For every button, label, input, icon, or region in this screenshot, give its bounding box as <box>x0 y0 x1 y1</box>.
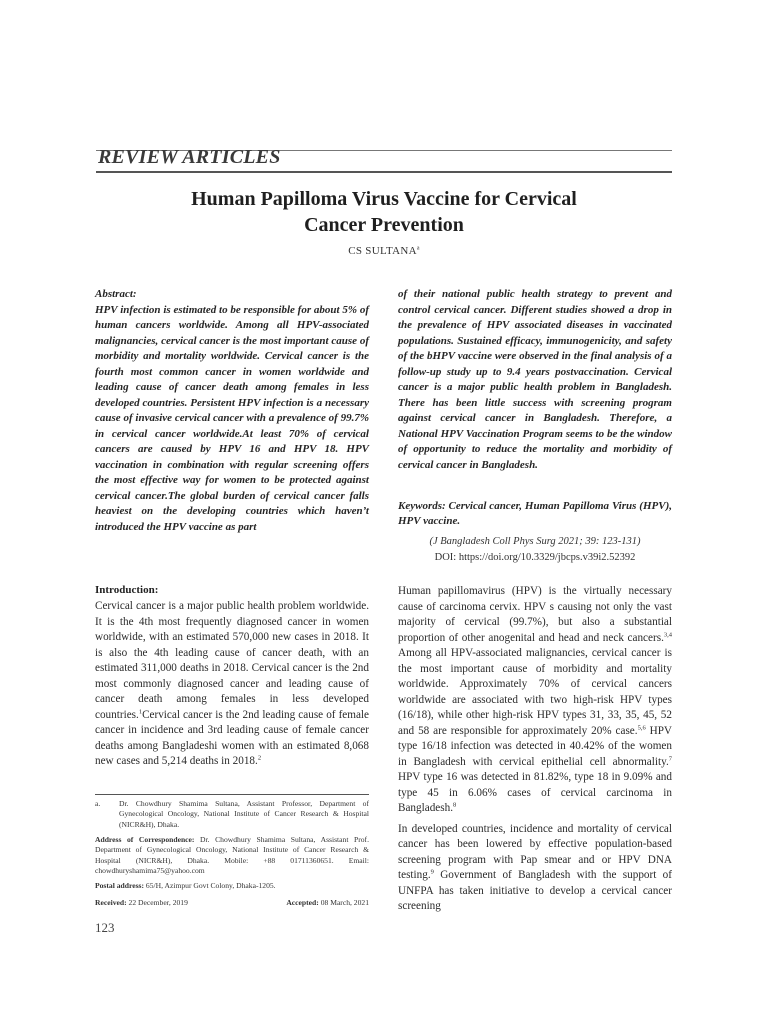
correspondence-text: Dr. Chowdhury Shamima Sultana, Assistant Prof. Department of Gynecological Oncology, National Institute of Cancer Research & Hospital (NICR&H), Dhaka. Mobile: +88 01711360651. Email: chowdhuryshamima75@yahoo.com <box>95 835 369 875</box>
ref-sup: 1 <box>138 707 143 715</box>
ref-sup: 3,4 <box>663 630 672 638</box>
correspondence-address <box>95 835 369 876</box>
abstract-left-column <box>95 287 369 535</box>
section-rule-bottom <box>96 171 672 173</box>
section-heading: REVIEW ARTICLES <box>98 146 281 168</box>
ref-sup: 9 <box>430 868 434 876</box>
introduction-heading: Introduction: <box>95 584 159 596</box>
received-value: 22 December, 2019 <box>126 898 188 907</box>
right-p1-text-d: HPV type 16 was detected in 81.82%, type 18 in 9.09% and type 45 in 6.06% cases of cervical carcinoma in Bangladesh. <box>398 771 672 814</box>
accepted-value: 08 March, 2021 <box>318 898 369 907</box>
title-line-2: Cancer Prevention <box>304 214 464 236</box>
abstract-text-left: HPV infection is estimated to be responsible for about 5% of human cancers worldwide. Among all HPV-associated malignancies, cervical cancer is the most important cause of morbidity and mortality worldwide. Cervical cancer is the fourth most common cancer in women worldwide and leading cause of cancer death among females in less developed countries. Persistent HPV infection is a necessary cause of invasive cervical cancer with a prevalence of 99.7% in cervical cancer worldwide.At least 70% of cervical cancers are caused by HPV 16 and HPV 18. HPV vaccination in combination with regular screening offers the most effective way for women to be protected against cervical cancer.The global burden of cervical cancer falls heaviest on the developing countries which haven’t introduced the HPV vaccine as part <box>95 303 369 533</box>
footnote-text: Dr. Chowdhury Shamima Sultana, Assistant Professor, Department of Gynecological Oncology, National Institute of Cancer Research & Hospital (NICR&H), Dhaka. <box>119 799 369 829</box>
accepted-date <box>286 898 369 908</box>
title-line-1: Human Papilloma Virus Vaccine for Cervical <box>191 188 577 210</box>
page-number: 123 <box>95 920 115 935</box>
accepted-label: Accepted: <box>286 898 319 907</box>
postal-label: Postal address: <box>95 881 145 890</box>
footnote-rule <box>95 794 369 795</box>
author-name: CS SULTANA <box>348 245 417 257</box>
author-line <box>96 245 672 257</box>
received-label: Received: <box>95 898 127 907</box>
ref-sup: 5,6 <box>637 723 646 731</box>
abstract-heading: Abstract: <box>95 288 137 300</box>
introduction-paragraph <box>95 599 369 770</box>
received-date <box>95 898 188 908</box>
right-p1-text-b: Among all HPV-associated malignancies, cervical cancer is the most important cause of morbidity and mortality worldwide. Approximately 70% of cervical cancers worldwide are associated with two high-risk HPV types (16/18), while other high-risk HPV types 31, 33, 35, 45, 52 and 58 are responsible for approximately 20% case. <box>398 647 672 737</box>
correspondence-label: Address of Correspondence: <box>95 835 195 844</box>
postal-text: 65/H, Azimpur Govt Colony, Dhaka-1205. <box>144 881 276 890</box>
affiliation-footnote <box>95 799 369 830</box>
intro-text-a: Cervical cancer is a major public health problem worldwide. It is the 4th most frequently diagnosed cancer in women worldwide, with an estimated 570,000 new cases in 2018. It is also the 4th leading cause of cancer death, with an estimated 311,000 deaths in 2018. Cervical cancer is the 2nd most commonly diagnosed cancer and leading cause of cancer death among females in less developed countries. <box>95 600 369 721</box>
author-affiliation-mark: a <box>416 245 420 252</box>
right-p1-text-a: Human papillomavirus (HPV) is the virtually necessary cause of carcinoma cervix. HPV s causing not only the vast majority of cervical (99.7%), but also a substantial proportion of other anogenital and head and neck cancers. <box>398 585 672 644</box>
doi-link[interactable]: DOI: https://doi.org/10.3329/jbcps.v39i2.52392 <box>434 552 636 563</box>
article-dates <box>95 898 369 908</box>
intro-text-b: Cervical cancer is the 2nd leading cause of female cancer in incidence and 3rd leading cause of female cancer deaths among Bangladeshi women with an estimated 8,068 new cases and 5,214 deaths in 2018. <box>95 708 369 767</box>
footnote-label: a. <box>95 799 101 808</box>
right-paragraph-2 <box>398 822 672 915</box>
right-p2-text-a: In developed countries, incidence and mortality of cervical cancer has been lowered by effective population-based screening program with Pap smear and or HPV DNA testing. <box>398 822 672 881</box>
right-column-body <box>398 584 672 920</box>
ref-sup: 2 <box>257 754 262 762</box>
ref-sup: 8 <box>453 801 457 809</box>
article-title <box>96 186 672 238</box>
right-p2-text-b: Government of Bangladesh with the support of UNFPA has taken initiative to develop a cervical cancer screening <box>398 869 672 912</box>
right-p1-text-c: HPV type 16/18 infection was detected in 40.42% of the women in Bangladesh with cervical epithelial cell abnormality. <box>398 724 672 768</box>
journal-citation: (J Bangladesh Coll Phys Surg 2021; 39: 123-131) <box>429 536 641 547</box>
abstract-right-column: of their national public health strategy to prevent and control cervical cancer. Different studies showed a drop in the prevalence of HPV associated diseases in vaccinated populations. Sustained efficacy, immunogenicity, and safety of the bHPV vaccine were observed in the final analysis of a follow-up study up to 9.4 years postvaccination. Cervical cancer is a major public health problem in Bangladesh. There has been little success with screening program against cervical cancer in Bangladesh. Therefore, a National HPV Vaccination Program seems to be the window of opportunity to reduce the mortality and morbidity of cervical cancer in Bangladesh. <box>398 288 672 471</box>
right-paragraph-1 <box>398 584 672 817</box>
ref-sup: 7 <box>668 754 672 762</box>
postal-address <box>95 881 369 891</box>
keywords: Keywords: Cervical cancer, Human Papilloma Virus (HPV), HPV vaccine. <box>398 500 672 527</box>
